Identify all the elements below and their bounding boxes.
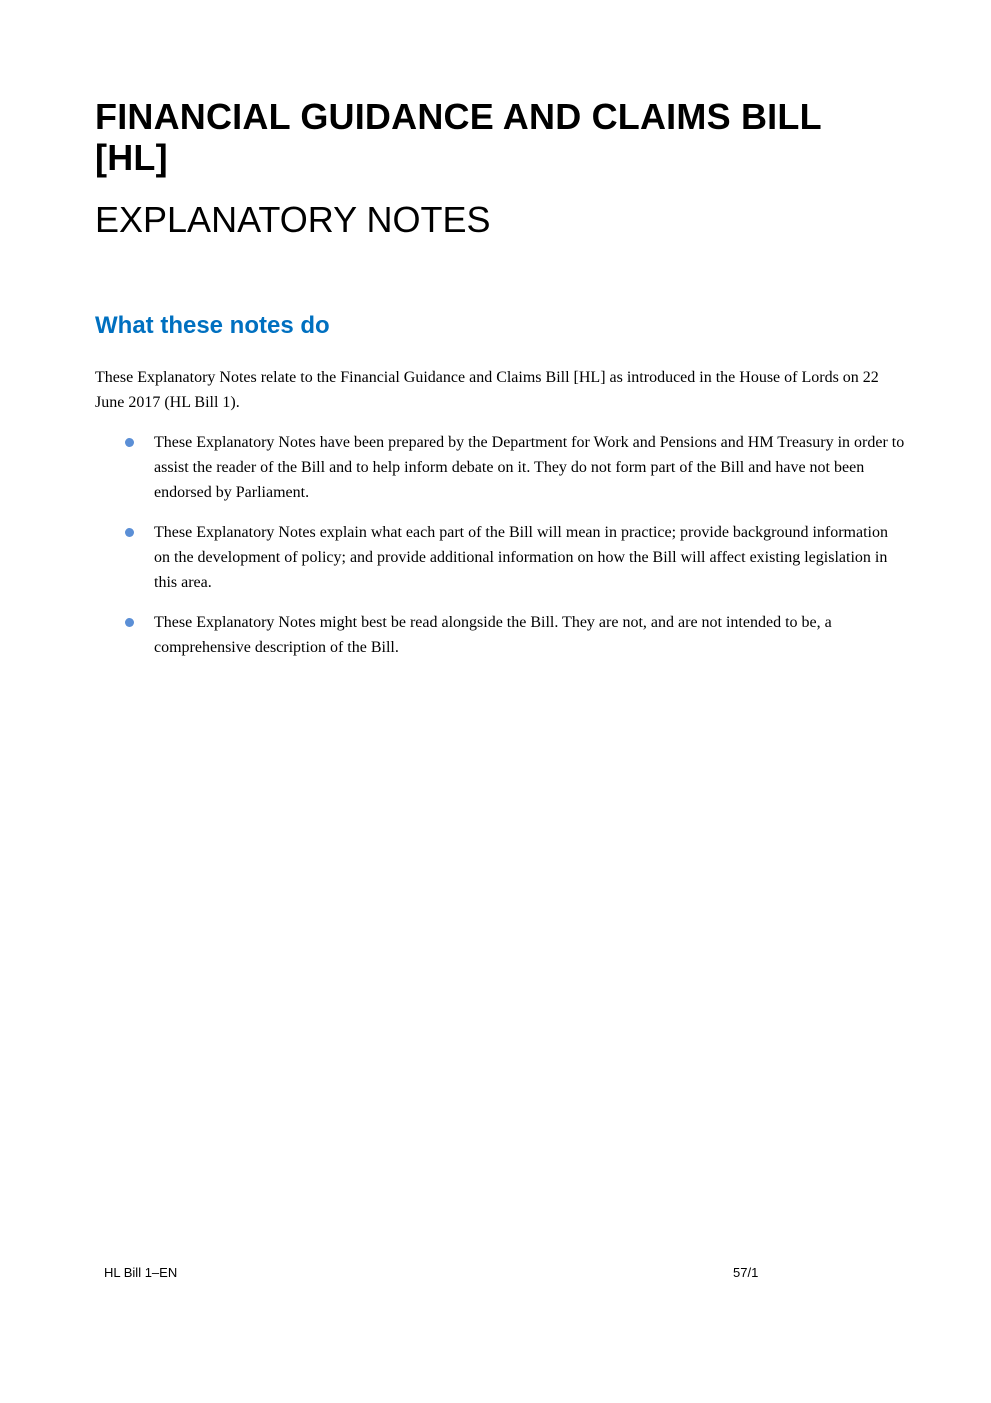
footer-bill-reference: HL Bill 1–EN [104,1265,178,1280]
bullet-dot-icon [125,528,134,537]
bullet-item [95,610,905,660]
bullet-text: These Explanatory Notes might best be read alongside the Bill. They are not, and are not intended to be, a comprehensive description of the Bill. [154,614,832,656]
document-subtitle: EXPLANATORY NOTES [95,199,491,240]
bullet-item [95,430,905,505]
footer-print-number: 57/1 [733,1265,759,1280]
bullet-dot-icon [125,618,134,627]
bullet-dot-icon [125,438,134,447]
document-title: FINANCIAL GUIDANCE AND CLAIMS BILL [HL] [95,96,822,178]
bullet-list [95,430,905,675]
bullet-item [95,520,905,595]
bullet-text: These Explanatory Notes explain what each part of the Bill will mean in practice; provide background information on the development of policy; and provide additional information on how the Bill will affect existing legislation in this area. [154,524,888,591]
section-heading: What these notes do [95,312,330,339]
intro-paragraph: These Explanatory Notes relate to the Financial Guidance and Claims Bill [HL] as introduced in the House of Lords on 22 June 2017 (HL Bill 1). [95,369,879,411]
bullet-text: These Explanatory Notes have been prepared by the Department for Work and Pensions and HM Treasury in order to assist the reader of the Bill and to help inform debate on it. They do not form part of the Bill and have not been endorsed by Parliament. [154,434,905,501]
